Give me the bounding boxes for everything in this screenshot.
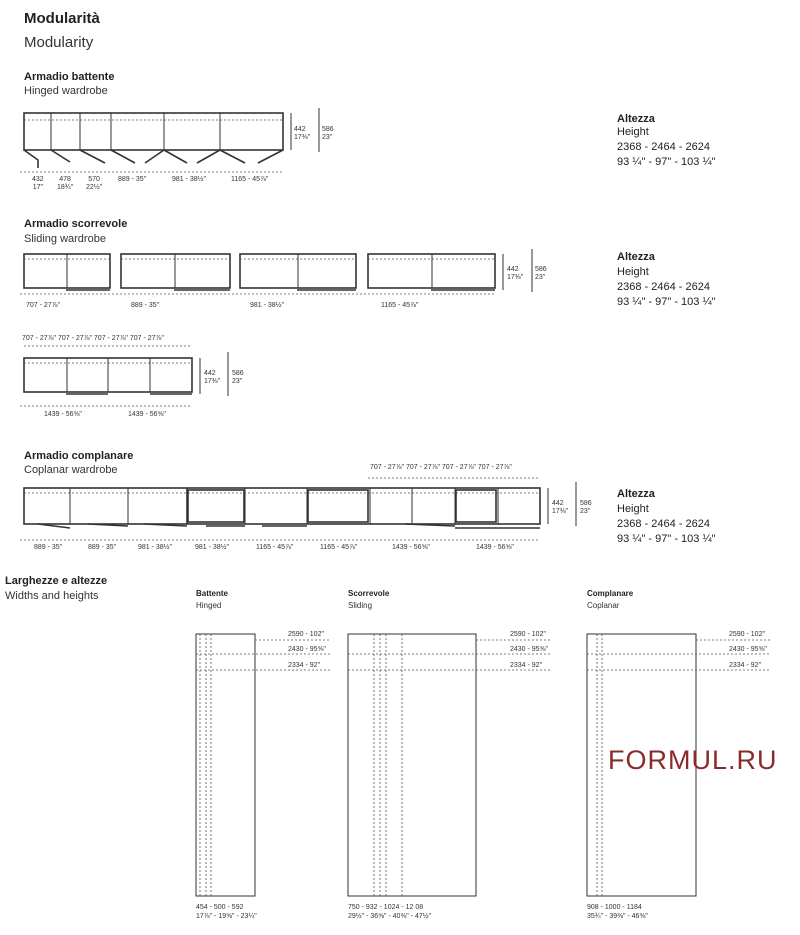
coplanar-width-6: 1165 - 45⅞" — [320, 544, 358, 551]
scorrevole-height-2: 2430 - 95⅝" — [510, 646, 548, 653]
hinged-title: Armadio battente — [24, 71, 115, 83]
coplanar-depth-2: 586 — [580, 500, 592, 507]
coplanar-width-1: 889 - 35" — [34, 544, 63, 551]
hinged-plan — [20, 108, 319, 172]
hinged-depth-2-in: 23" — [322, 134, 333, 141]
sliding-width-2: 889 - 35" — [131, 302, 160, 309]
sliding-double-depth-1: 442 — [204, 370, 216, 377]
coplanar-depth-1: 442 — [552, 500, 564, 507]
sliding-depth-2: 586 — [535, 266, 547, 273]
sliding-subtitle: Sliding wardrobe — [24, 233, 106, 245]
scorrevole-width-in: 29½" - 36⅝" - 40⅜" - 47½" — [348, 913, 432, 920]
coplanar-depth-2-in: 23" — [580, 508, 591, 515]
page-subtitle: Modularity — [24, 34, 94, 51]
wh-title: Larghezze e altezze — [5, 575, 108, 587]
hinged-width-4: 889 - 35" — [118, 176, 147, 183]
battente-subtitle: Hinged — [196, 601, 222, 610]
complanare-width-in: 35¾" - 39⅜" - 46⅝" — [587, 913, 648, 920]
coplanar-width-4: 981 - 38½" — [195, 544, 230, 551]
battente-width-in: 17⅞" - 19⅝" - 23¼" — [196, 913, 257, 920]
battente-title: Battente — [196, 589, 229, 598]
sliding-double-top: 707 - 27⅞" 707 - 27⅞" 707 - 27⅞" 707 - 27⅞" — [22, 335, 164, 342]
coplanar-width-2: 889 - 35" — [88, 544, 117, 551]
battente-height-2: 2430 - 95⅝" — [288, 646, 326, 653]
hinged-width-6: 1165 - 45⅞" — [231, 176, 269, 183]
coplanar-width-5: 1165 - 45⅞" — [256, 544, 294, 551]
sliding-double-depth-1-in: 17⅜" — [204, 378, 221, 385]
height-mm: 2368 - 2464 - 2624 — [617, 141, 710, 153]
page-title: Modularità — [24, 10, 100, 27]
sliding-plan-row1 — [20, 249, 532, 294]
hinged-depth-2: 586 — [322, 126, 334, 133]
sliding-width-3: 981 - 38½" — [250, 302, 285, 309]
scorrevole-height-3: 2334 - 92" — [510, 662, 543, 669]
battente-height-3: 2334 - 92" — [288, 662, 321, 669]
hinged-width-2: 478 18¾" — [57, 176, 74, 191]
battente-height-1: 2590 - 102" — [288, 631, 324, 638]
height-block-sliding: Altezza Height 2368 - 2464 - 2624 93 ¼" - 97" - 103 ¼" — [617, 251, 716, 308]
height-label-en: Height — [617, 126, 649, 138]
sliding-depth-2-in: 23" — [535, 274, 546, 281]
elevation-scorrevole — [348, 634, 552, 896]
complanare-height-1: 2590 - 102" — [729, 631, 765, 638]
complanare-height-2: 2430 - 95⅝" — [729, 646, 767, 653]
hinged-width-1: 432 17" — [32, 176, 44, 191]
sliding-width-1: 707 - 27⅞" — [26, 302, 61, 309]
coplanar-subtitle: Coplanar wardrobe — [24, 464, 118, 476]
height-label-it: Altezza — [617, 113, 655, 125]
coplanar-depth-1-in: 17⅜" — [552, 508, 569, 515]
sliding-depth-1: 442 — [507, 266, 519, 273]
scorrevole-height-1: 2590 - 102" — [510, 631, 546, 638]
sliding-depth-1-in: 17⅜" — [507, 274, 524, 281]
complanare-title: Complanare — [587, 589, 634, 598]
hinged-depth-1-in: 17⅜" — [294, 134, 311, 141]
complanare-width-mm: 908 - 1000 - 1184 — [587, 904, 642, 911]
sliding-double-depth-2: 586 — [232, 370, 244, 377]
coplanar-title: Armadio complanare — [24, 450, 134, 462]
sliding-width-4: 1165 - 45⅞" — [381, 302, 419, 309]
scorrevole-width-mm: 750 - 932 - 1024 - 12 08 — [348, 904, 424, 911]
coplanar-width-3: 981 - 38½" — [138, 544, 173, 551]
coplanar-plan — [20, 478, 576, 540]
scorrevole-subtitle: Sliding — [348, 601, 373, 610]
height-in: 93 ¼" - 97" - 103 ¼" — [617, 156, 716, 168]
sliding-plan-double — [20, 346, 228, 406]
watermark: FORMUL.RU — [608, 745, 778, 775]
complanare-height-3: 2334 - 92" — [729, 662, 762, 669]
height-block-coplanar: Altezza Height 2368 - 2464 - 2624 93 ¼" - 97" - 103 ¼" — [617, 488, 716, 545]
hinged-subtitle: Hinged wardrobe — [24, 85, 108, 97]
scorrevole-title: Scorrevole — [348, 589, 390, 598]
elevation-battente — [196, 634, 330, 896]
battente-width-mm: 454 - 500 - 592 — [196, 904, 244, 911]
hinged-depth-1: 442 — [294, 126, 306, 133]
sliding-double-width-1: 1439 - 56⅝" — [44, 411, 82, 418]
height-block-hinged — [617, 113, 716, 170]
complanare-subtitle: Coplanar — [587, 601, 620, 610]
coplanar-width-7: 1439 - 56⅝" — [392, 544, 430, 551]
coplanar-top: 707 - 27⅞" 707 - 27⅞" 707 - 27⅞" 707 - 27⅞" — [370, 464, 512, 471]
hinged-width-5: 981 - 38½" — [172, 176, 207, 183]
sliding-title: Armadio scorrevole — [24, 218, 128, 230]
sliding-double-width-2: 1439 - 56⅝" — [128, 411, 166, 418]
wh-subtitle: Widths and heights — [5, 590, 99, 602]
hinged-width-3: 570 22½" — [86, 176, 103, 191]
coplanar-width-8: 1439 - 56⅝" — [476, 544, 514, 551]
sliding-double-depth-2-in: 23" — [232, 378, 243, 385]
